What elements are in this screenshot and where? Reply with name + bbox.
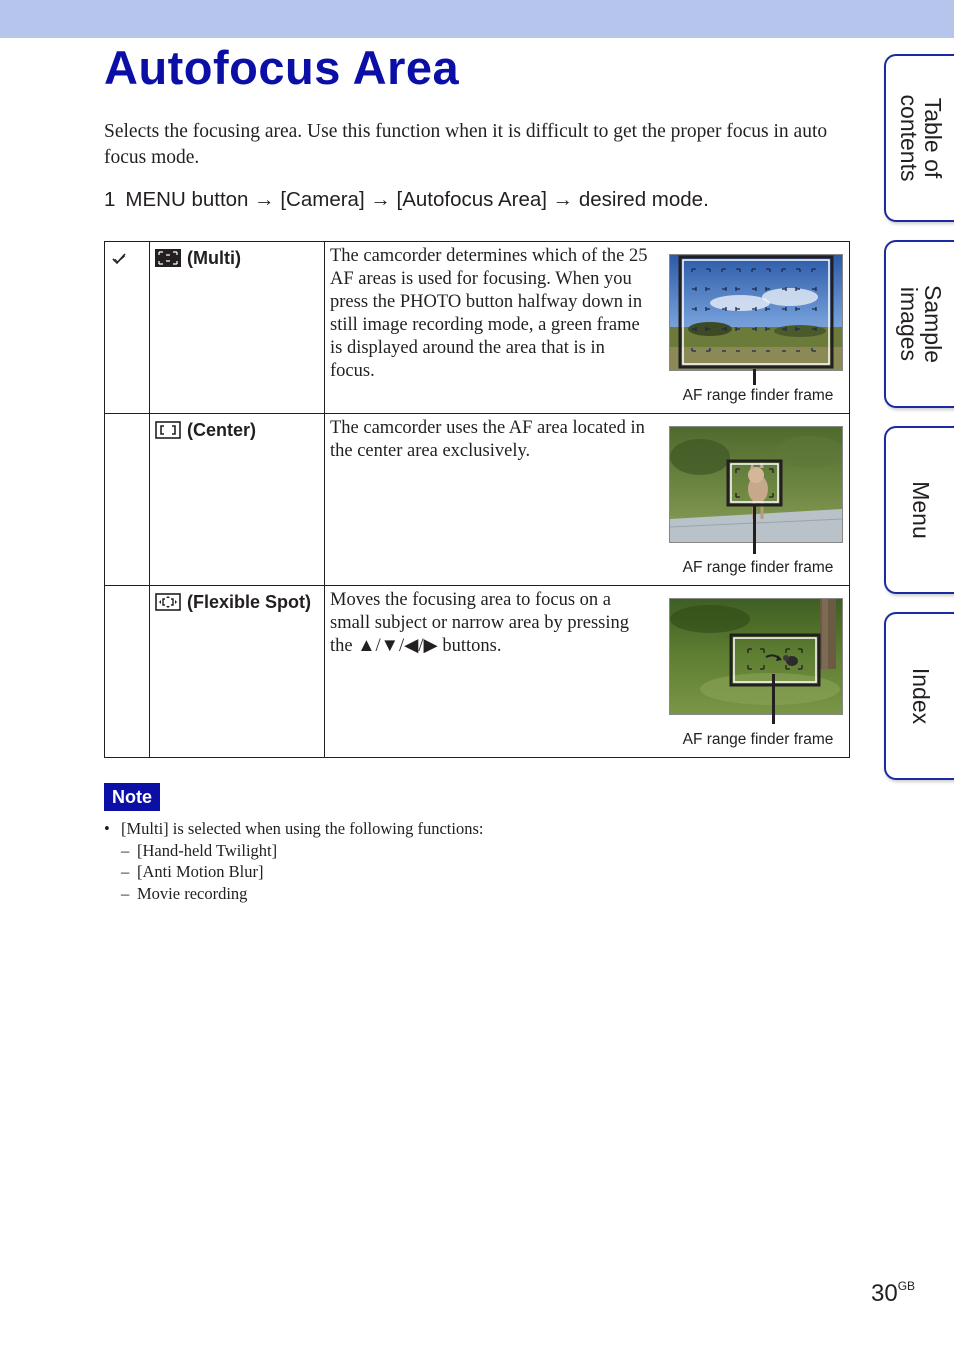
multi-af-icon (155, 249, 181, 267)
center-example-photo (669, 426, 843, 543)
mode-description-center: The camcorder uses the AF area located in the center area exclusively. (330, 418, 645, 461)
intro-text: Selects the focusing area. Use this function when it is difficult to get the proper focus in auto focus mode. (104, 121, 828, 168)
side-tab-index[interactable]: Index (884, 612, 954, 780)
mode-name-flexible-spot: (Flexible Spot) (150, 586, 324, 614)
mode-row-center (105, 414, 850, 586)
note-subitem: – [Hand-held Twilight] (121, 840, 278, 860)
callout-line (753, 504, 756, 554)
step-text: MENU button → [Camera] → [Autofocus Area] → desired mode. (125, 188, 709, 211)
side-tab-table-of-contents[interactable]: Table of contents (884, 54, 954, 222)
side-tab-sample-images[interactable]: Sample images (884, 240, 954, 408)
step-instruction (104, 188, 709, 212)
page-title: Autofocus Area (104, 41, 460, 94)
mode-row-multi (105, 242, 850, 414)
mode-row-flexible-spot (105, 586, 850, 758)
callout-line (772, 674, 775, 724)
default-cell (105, 586, 150, 758)
mode-description-flexible-spot: Moves the focusing area to focus on a small subject or narrow area by pressing the ▲/▼/◀/▶ buttons. (330, 590, 629, 656)
note-item: • [Multi] is selected when using the following functions: (104, 819, 484, 838)
multi-example-photo (669, 254, 843, 371)
note-badge: Note (104, 783, 160, 811)
step-number: 1 (104, 188, 116, 211)
page-number: $30^{GB}$ (871, 1279, 916, 1307)
center-af-icon (155, 421, 181, 439)
note-list (104, 818, 844, 904)
default-check-icon (111, 252, 127, 266)
mode-description-multi: The camcorder determines which of the 25 AF areas is used for focusing. When you press the PHOTO button halfway down in still image recording mode, a green frame is displayed around the area that is in focus. (330, 246, 648, 381)
side-tab-menu[interactable]: Menu (884, 426, 954, 594)
af-frame-caption: AF range finder frame (682, 731, 834, 748)
default-cell (105, 414, 150, 586)
default-cell (105, 242, 150, 414)
top-band (0, 0, 954, 38)
flexible-spot-af-icon (155, 593, 181, 611)
mode-table (104, 241, 850, 758)
af-frame-caption: AF range finder frame (682, 387, 834, 404)
callout-line (753, 369, 756, 385)
mode-name-multi: (Multi) (150, 242, 324, 270)
mode-name-center: (Center) (150, 414, 324, 442)
flexible-spot-example-photo (669, 598, 843, 715)
note-subitem: – [Anti Motion Blur] (121, 862, 264, 881)
note-subitem: – Movie recording (121, 883, 248, 903)
af-frame-caption: AF range finder frame (682, 559, 834, 576)
